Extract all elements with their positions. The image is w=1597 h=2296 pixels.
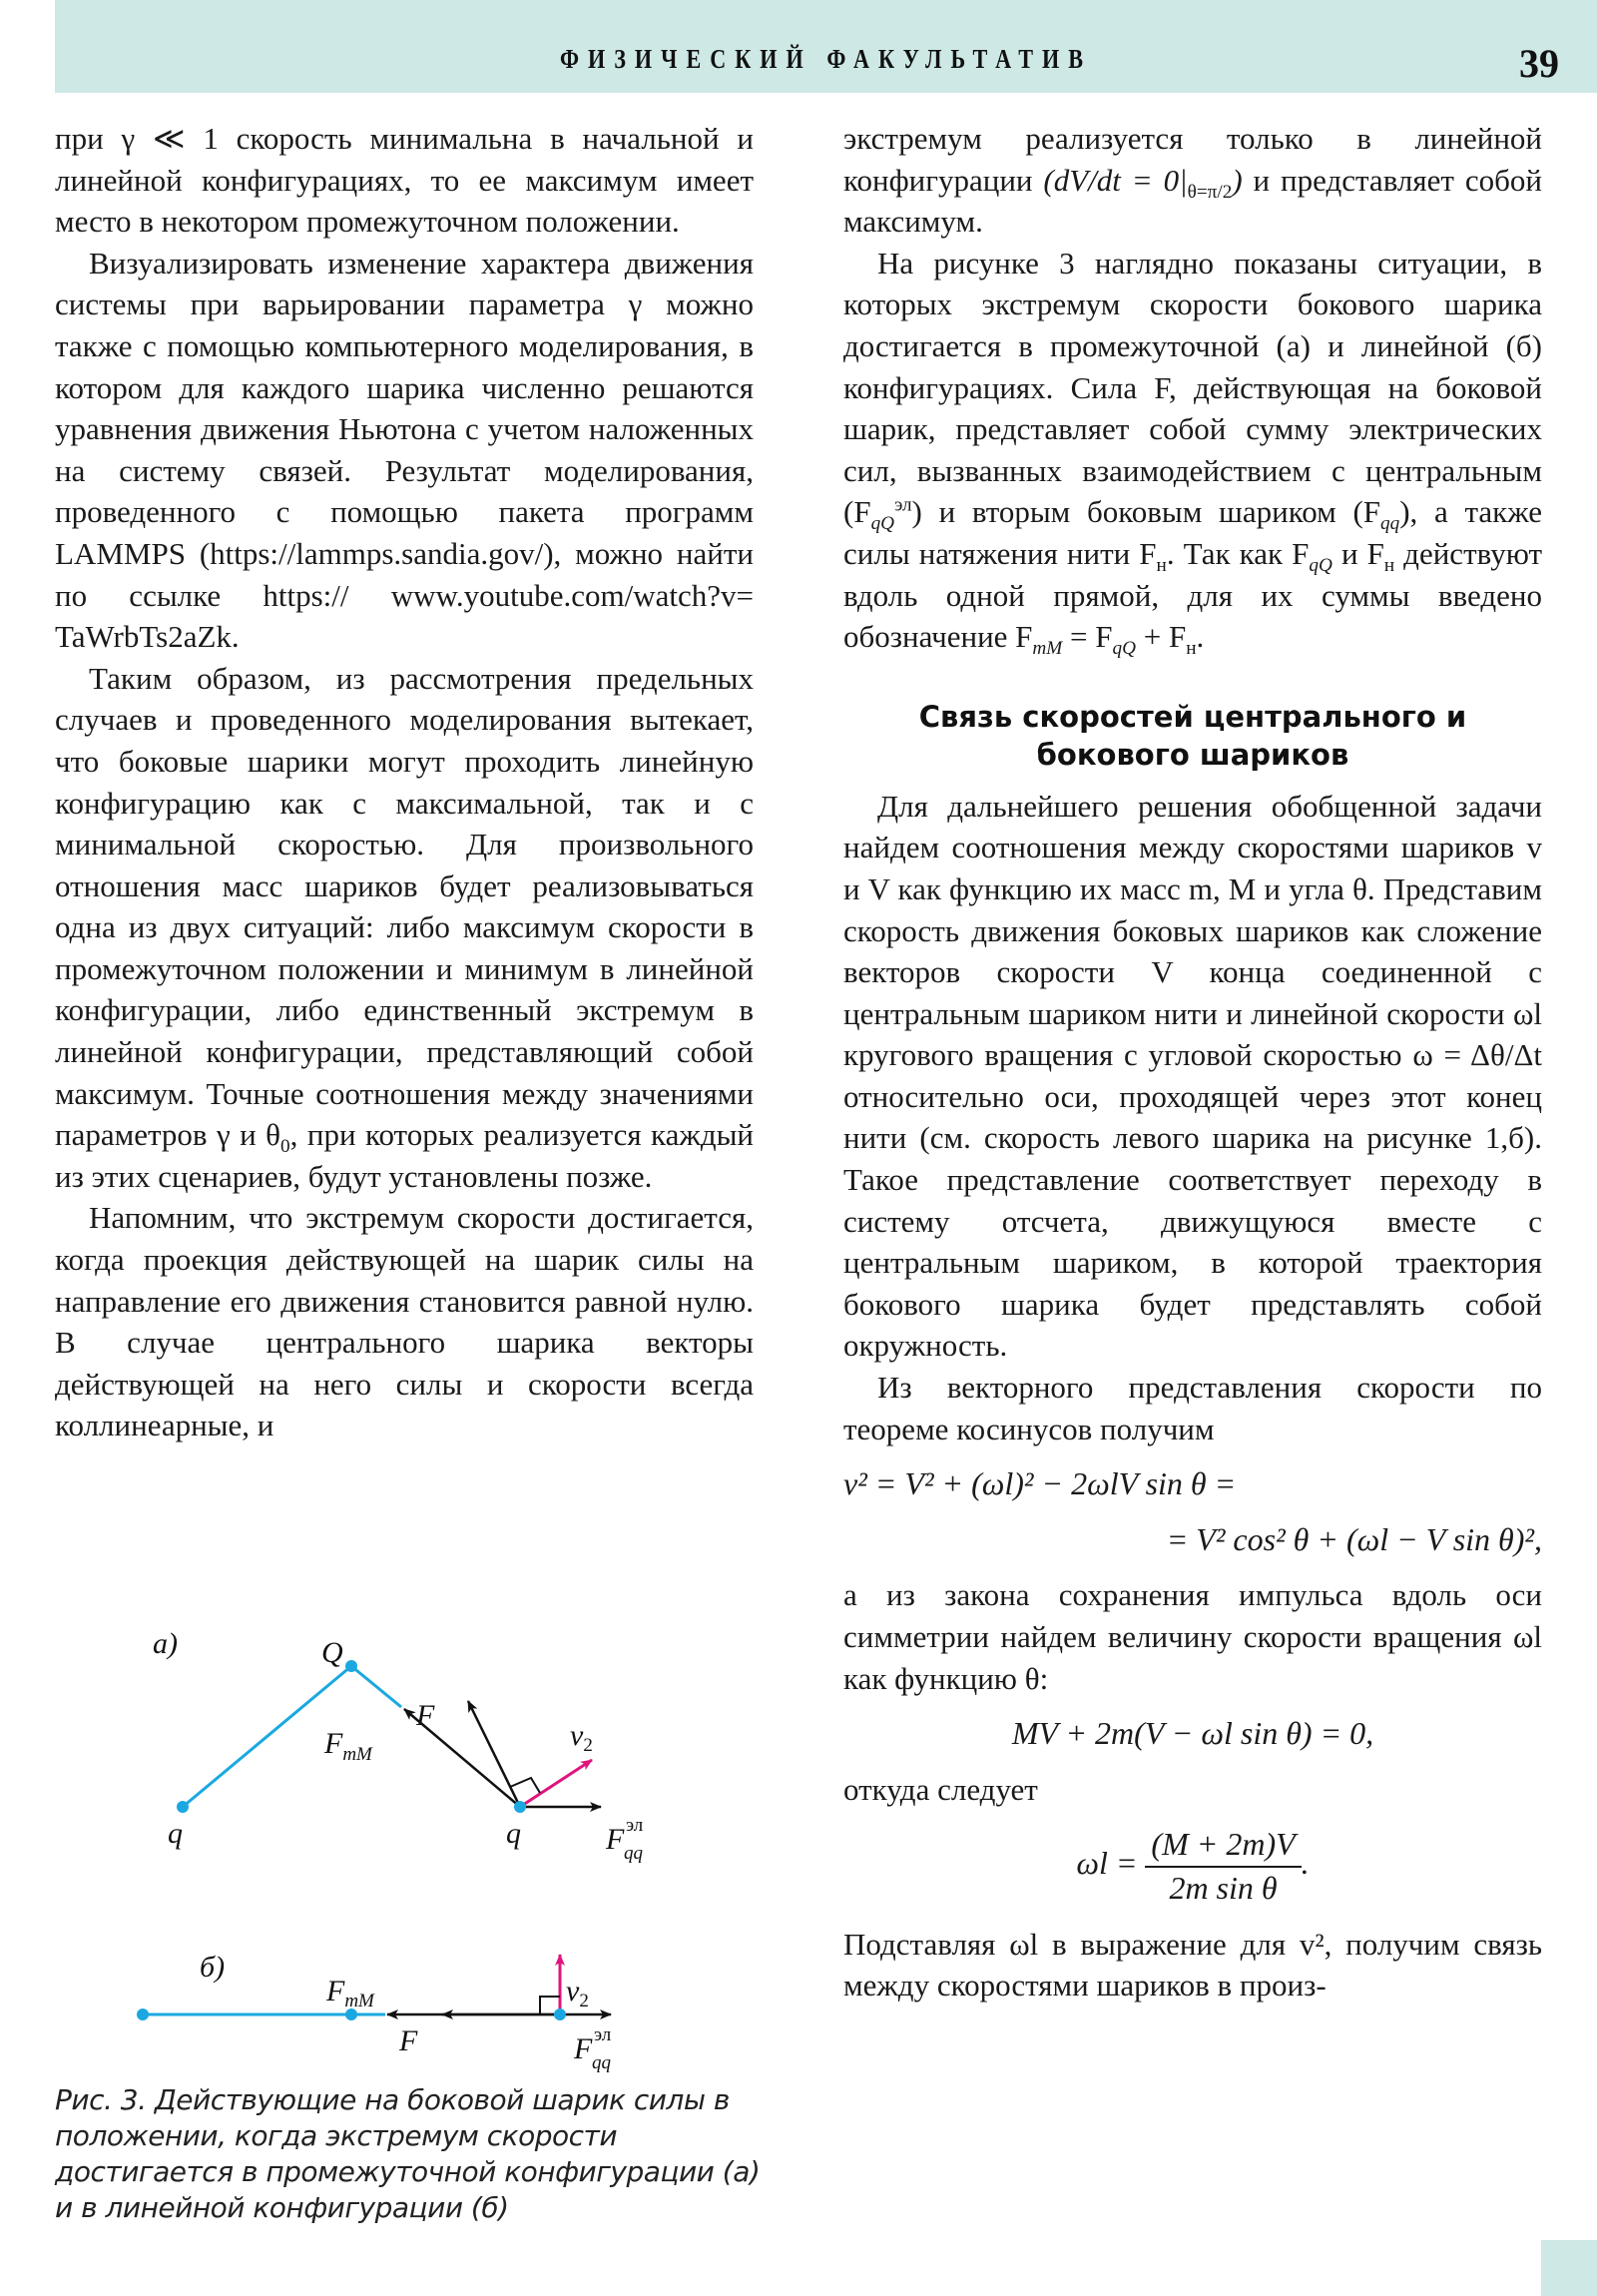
figure-caption: Рис. 3. Действующие на боковой шарик силы в положении, когда экстремум скорости достигается в промежуточной конфигурации (а) и в линейной конфигурации (б) — [55, 2083, 761, 2224]
fraction — [1145, 1824, 1301, 1909]
subscript: qQ — [1112, 638, 1136, 660]
running-title: ФИЗИЧЕСКИЙ ФАКУЛЬТАТИВ — [559, 44, 1093, 74]
section-heading: Связь скоростей центрального и бокового шариков — [918, 699, 1467, 772]
paragraph — [843, 118, 1542, 243]
fraction-numerator: (M + 2m)V — [1145, 1824, 1301, 1868]
label-Fqq-b-sub: qq — [592, 2052, 611, 2073]
text: и представляет собой максимум. — [843, 162, 1542, 240]
label-v2-b-sub: 2 — [579, 1991, 589, 2011]
label-v2 — [570, 1719, 593, 1756]
label-Fqq-b-sup: эл — [594, 2024, 612, 2045]
ball-left — [177, 1801, 189, 1813]
formula-subscript: θ=π/2 — [1187, 181, 1233, 203]
text: . — [1196, 619, 1205, 655]
equation-3-lhs: ωl = — [1076, 1845, 1146, 1882]
subscript: mM — [1032, 638, 1063, 660]
text: = F — [1062, 619, 1113, 655]
equation-2: MV + 2m(V − ωl sin θ) = 0, — [1011, 1715, 1374, 1752]
corner-decoration — [1541, 2240, 1597, 2296]
equation-3 — [843, 1824, 1542, 1909]
ball-center — [345, 1660, 357, 1672]
paragraph: Для дальнейшего решения обобщенной задачи найдем соотношения между скоростями шариков v и V как функцию их масс m, M и угла θ. Представим скорость движения боковых шариков как сложение векторов скорости V конца соединенной с центральным шариком нити и линейной скорости ωl кругового вращения с угловой скоростью ω = Δθ/Δt относительно оси, проходящей через этот конец нити (см. скорость левого шарика на рисунке 1,б). Такое представление соответствует переходу в систему отсчета, движущуюся вместе с центральным шариком, в которой траектория бокового шарика будет представлять собой окружность. — [843, 788, 1542, 1364]
force-diagram — [55, 1617, 774, 2076]
ball-right-b — [554, 2009, 566, 2020]
label-FmM-b — [325, 1975, 375, 2011]
subscript: qq — [1380, 513, 1400, 535]
text: и F — [1331, 535, 1384, 571]
label-v2-sub: 2 — [583, 1735, 593, 1756]
subscript: н — [1156, 555, 1167, 577]
formula-close: ) — [1232, 162, 1243, 198]
label-Fqq-sub: qq — [624, 1843, 643, 1864]
paragraph: Визуализировать изменение характера движения системы при варьировании параметра γ можно также с помощью компьютерного моделирования, в котором для каждого шарика численно решаются уравнения движения Ньютона с учетом наложенных на систему связей. Результат моделирования, проведенного с помощью пакета программ LAMMPS (https://lammps.sandia.gov/), можно найти по ссылке https:// www.youtube.com/watch?v= TaWrbTs2aZk. — [55, 245, 754, 655]
label-Fqq-b: F — [574, 2032, 593, 2065]
force-F-arrow — [468, 1701, 520, 1807]
text: . Так как F — [1166, 535, 1310, 571]
text: + F — [1136, 619, 1187, 655]
text: Таким образом, из рассмотрения предельных случаев и проведенного моделирования вытекает, что боковые шарики могут проходить линейную конфигурацию как с максимальной, так и с минимальной скоростью. Для произвольного отношения масс шариков будет реализовываться одна из двух ситуаций: либо максимум скорости в промежуточном положении и минимум в линейной конфигурации, либо единственный экстремум в линейной конфигурации, представляющий собой максимум. Точные соотношения между значениями параметров γ и θ — [55, 660, 754, 1153]
label-F-b: F — [399, 2024, 418, 2057]
ball-right — [514, 1801, 526, 1813]
equation-1-line-2: = V² cos² θ + (ωl − V sin θ)², — [1166, 1520, 1542, 1557]
paragraph: Из векторного представления скорости по теореме косинусов получим — [843, 1370, 1542, 1446]
figure-3 — [55, 1617, 774, 2076]
panel-b-label: б) — [200, 1951, 226, 1984]
paragraph — [55, 658, 754, 1198]
ball-left-b — [137, 2009, 149, 2020]
text: ), а также силы натяжения нити F — [843, 494, 1542, 571]
text: , при которых реализуется каждый из этих сценариев, будут установлены позже. — [55, 1117, 755, 1194]
left-column — [55, 118, 754, 1446]
panel-a-label: а) — [153, 1627, 178, 1660]
subscript: qQ — [870, 513, 895, 535]
text: ) и вторым боковым шариком (F — [911, 494, 1381, 530]
paragraph — [843, 243, 1542, 658]
right-column — [843, 118, 1542, 2007]
formula-inline: (dV/dt = 0| — [1043, 162, 1188, 198]
paragraph: Подставляя ωl в выражение для v², получим связь между скоростями шариков в произ- — [843, 1926, 1542, 2004]
label-F: F — [416, 1699, 435, 1732]
paragraph: при γ ≪ 1 скорость минимальна в начальной и линейной конфигурациях, то ее максимум имеет место в некотором промежуточном положении. — [55, 121, 754, 240]
subscript: н — [1186, 638, 1197, 660]
label-Fqq-sup: эл — [626, 1815, 644, 1836]
page-number: 39 — [1519, 41, 1559, 86]
subscript: qQ — [1309, 555, 1332, 577]
label-v2-b — [566, 1975, 589, 2011]
label-q-right: q — [506, 1817, 521, 1850]
label-FmM-main: F — [324, 1727, 343, 1760]
label-FmM — [323, 1727, 373, 1765]
subscript: н — [1383, 555, 1395, 577]
velocity-v2-arrow — [520, 1760, 592, 1807]
paragraph: а из закона сохранения импульса вдоль оси симметрии найдем величину скорости вращения ωl как функцию θ: — [843, 1577, 1542, 1696]
label-Fqq: F — [606, 1823, 625, 1856]
text: На рисунке 3 наглядно показаны ситуации, в которых экстремум скорости бокового шарика достигается в промежуточной (а) и линейной (б) конфигурациях. Сила F, действующая на боковой шарик, представляет собой сумму электрических сил, вызванных взаимодействием с центральным (F — [843, 245, 1542, 530]
label-v2-b-main: v — [566, 1975, 580, 2008]
superscript: эл — [894, 495, 912, 517]
label-v2-main: v — [570, 1719, 584, 1752]
running-header — [55, 0, 1597, 93]
label-FmM-sub: mM — [342, 1744, 372, 1765]
subscript: 0 — [280, 1136, 290, 1158]
label-q-left: q — [168, 1817, 183, 1850]
equation-3-end: . — [1301, 1845, 1310, 1882]
label-FmM-b-main: F — [326, 1975, 345, 2008]
fraction-denominator: 2m sin θ — [1169, 1869, 1278, 1906]
paragraph: Напомним, что экстремум скорости достигается, когда проекция действующей на шарик силы на направление его движения становится равной нулю. В случае центрального шарика векторы действующей на него силы и скорости всегда коллинеарные, и — [55, 1200, 754, 1443]
label-FmM-b-sub: mM — [344, 1991, 374, 2011]
string-right — [351, 1666, 401, 1707]
right-angle-mark — [510, 1778, 540, 1793]
equation-1-line-1: v² = V² + (ωl)² − 2ωlV sin θ = — [843, 1465, 1237, 1502]
paragraph: откуда следует — [843, 1771, 1038, 1807]
text: экстремум реализуется только в линейной конфигурации — [843, 121, 1542, 198]
text: действуют вдоль одной прямой, для их суммы введено обозначение F — [843, 535, 1542, 655]
label-Q: Q — [321, 1636, 343, 1669]
